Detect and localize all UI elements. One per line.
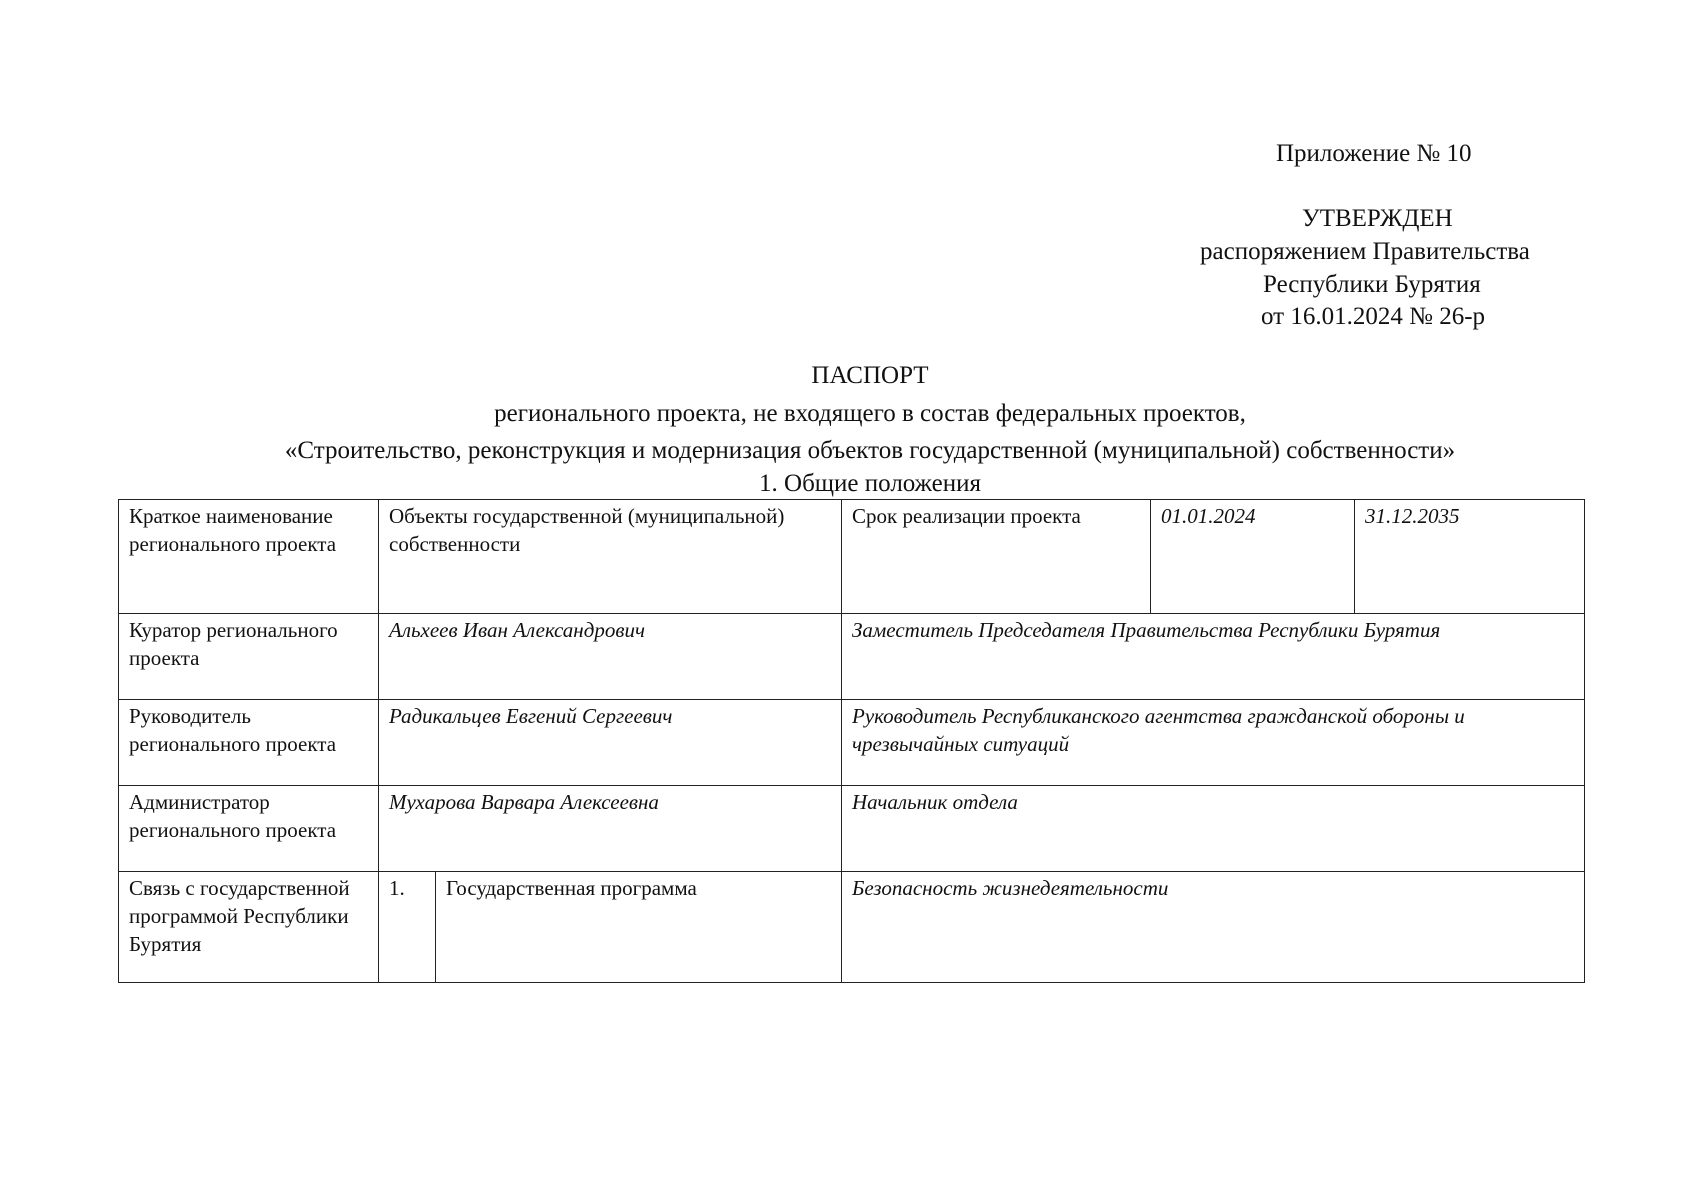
table-row — [119, 872, 1585, 983]
appendix-number: Приложение № 10 — [1276, 140, 1472, 167]
curator-label: Куратор регионального проекта — [119, 614, 379, 700]
approval-stamp-text: УТВЕРЖДЕН — [1302, 205, 1453, 232]
document-subtitle: регионального проекта, не входящего в состав федеральных проектов, — [494, 400, 1246, 427]
term-start-date: 01.01.2024 — [1151, 500, 1355, 614]
term-label: Срок реализации проекта — [842, 500, 1151, 614]
curator-position: Заместитель Председателя Правительства Республики Бурятия — [842, 614, 1585, 700]
term-end-date: 31.12.2035 — [1355, 500, 1585, 614]
head-name: Радикальцев Евгений Сергеевич — [379, 700, 842, 786]
short-name-label: Краткое наименование регионального проекта — [119, 500, 379, 614]
project-name: «Строительство, реконструкция и модернизация объектов государственной (муниципальной) собственности» — [284, 437, 1456, 464]
document-title: ПАСПОРТ — [811, 362, 929, 389]
approval-date: от 16.01.2024 № 26-р — [1261, 303, 1486, 330]
table-row — [119, 614, 1585, 700]
approval-republic: Республики Бурятия — [1263, 271, 1481, 298]
table-row — [119, 500, 1585, 614]
short-name-value: Объекты государственной (муниципальной) собственности — [379, 500, 842, 614]
administrator-name: Мухарова Варвара Алексеевна — [379, 786, 842, 872]
program-name: Безопасность жизнедеятельности — [842, 872, 1585, 983]
approval-order: распоряжением Правительства — [1200, 238, 1530, 265]
administrator-position: Начальник отдела — [842, 786, 1585, 872]
program-type-label: Государственная программа — [436, 872, 842, 983]
table-row — [119, 786, 1585, 872]
head-label: Руководитель регионального проекта — [119, 700, 379, 786]
administrator-label: Администратор регионального проекта — [119, 786, 379, 872]
head-position: Руководитель Республиканского агентства гражданской обороны и чрезвычайных ситуаций — [842, 700, 1585, 786]
table-row — [119, 700, 1585, 786]
curator-name: Альхеев Иван Александрович — [379, 614, 842, 700]
program-item-number: 1. — [379, 872, 436, 983]
section-heading: 1. Общие положения — [759, 470, 981, 497]
program-link-label: Связь с государственной программой Республики Бурятия — [119, 872, 379, 983]
general-provisions-table — [118, 499, 1585, 983]
